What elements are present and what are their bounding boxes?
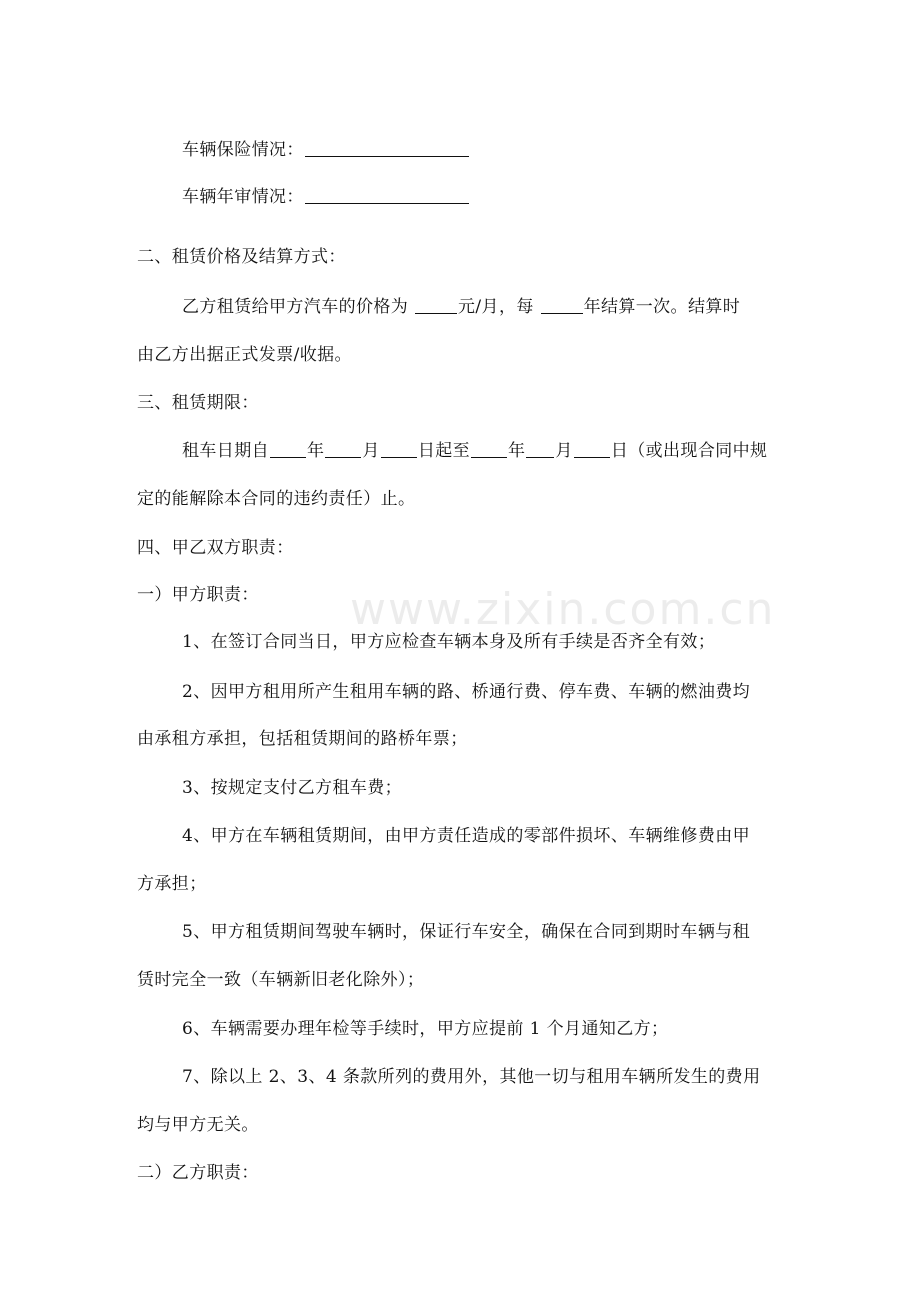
inspection-label: 车辆年审情况： <box>182 187 304 207</box>
term-month-2: 月 <box>555 441 573 461</box>
party-b-heading: 二）乙方职责： <box>137 1163 259 1183</box>
party-a-item-7: 7、除以上 2、3、4 条款所列的费用外，其他一切与租用车辆所发生的费用 <box>182 1067 761 1087</box>
party-a-item-2-cont: 由承租方承担，包括租赁期间的路桥年票； <box>137 729 468 749</box>
term-text-start: 租车日期自 <box>182 441 269 461</box>
party-a-item-2: 2、因甲方租用所产生租用车辆的路、桥通行费、停车费、车辆的燃油费均 <box>182 682 751 702</box>
price-line <box>0 292 920 322</box>
term-month-1: 月 <box>362 441 380 461</box>
term-year-1: 年 <box>307 441 325 461</box>
term-day-1: 日起至 <box>417 441 471 461</box>
section-4-heading: 四、甲乙双方职责： <box>137 538 294 558</box>
section-2-heading: 二、租赁价格及结算方式： <box>137 247 346 267</box>
end-year-blank <box>471 437 507 458</box>
party-a-item-5-cont: 赁时完全一致（车辆新旧老化除外）； <box>137 970 425 990</box>
party-a-item-4-cont: 方承担； <box>137 874 207 894</box>
party-a-item-5: 5、甲方租赁期间驾驶车辆时，保证行车安全，确保在合同到期时车辆与租 <box>182 922 751 942</box>
term-year-2: 年 <box>508 441 526 461</box>
section-3-heading: 三、租赁期限： <box>137 393 259 413</box>
end-day-blank <box>574 437 610 458</box>
party-a-item-4: 4、甲方在车辆租赁期间，由甲方责任造成的零部件损坏、车辆维修费由甲 <box>182 826 751 846</box>
term-continuation: 定的能解除本合同的违约责任）止。 <box>137 489 416 509</box>
start-year-blank <box>270 437 306 458</box>
insurance-blank <box>305 136 469 157</box>
party-a-heading: 一）甲方职责： <box>137 585 259 605</box>
watermark: www.zixin.com.cn <box>350 584 776 635</box>
term-line <box>0 436 920 466</box>
party-a-item-7-cont: 均与甲方无关。 <box>137 1115 259 1135</box>
start-day-blank <box>381 437 417 458</box>
price-text-1: 乙方租赁给甲方汽车的价格为 <box>182 297 409 317</box>
price-continuation: 由乙方出据正式发票/收据。 <box>137 345 352 365</box>
end-month-blank <box>526 437 554 458</box>
insurance-line <box>0 135 920 165</box>
party-a-item-6: 6、车辆需要办理年检等手续时，甲方应提前 1 个月通知乙方； <box>182 1019 669 1039</box>
party-a-item-1: 1、在签订合同当日，甲方应检查车辆本身及所有手续是否齐全有效； <box>182 632 716 652</box>
start-month-blank <box>325 437 361 458</box>
price-text-3: 年结算一次。结算时 <box>583 297 741 317</box>
price-blank <box>415 293 457 314</box>
term-day-2: 日（或出现合同中规 <box>610 441 768 461</box>
price-text-2: 元/月，每 <box>458 297 534 317</box>
inspection-blank <box>305 183 469 204</box>
period-blank <box>541 293 583 314</box>
inspection-line <box>0 182 920 212</box>
insurance-label: 车辆保险情况： <box>182 140 304 160</box>
party-a-item-3: 3、按规定支付乙方租车费； <box>182 778 403 798</box>
